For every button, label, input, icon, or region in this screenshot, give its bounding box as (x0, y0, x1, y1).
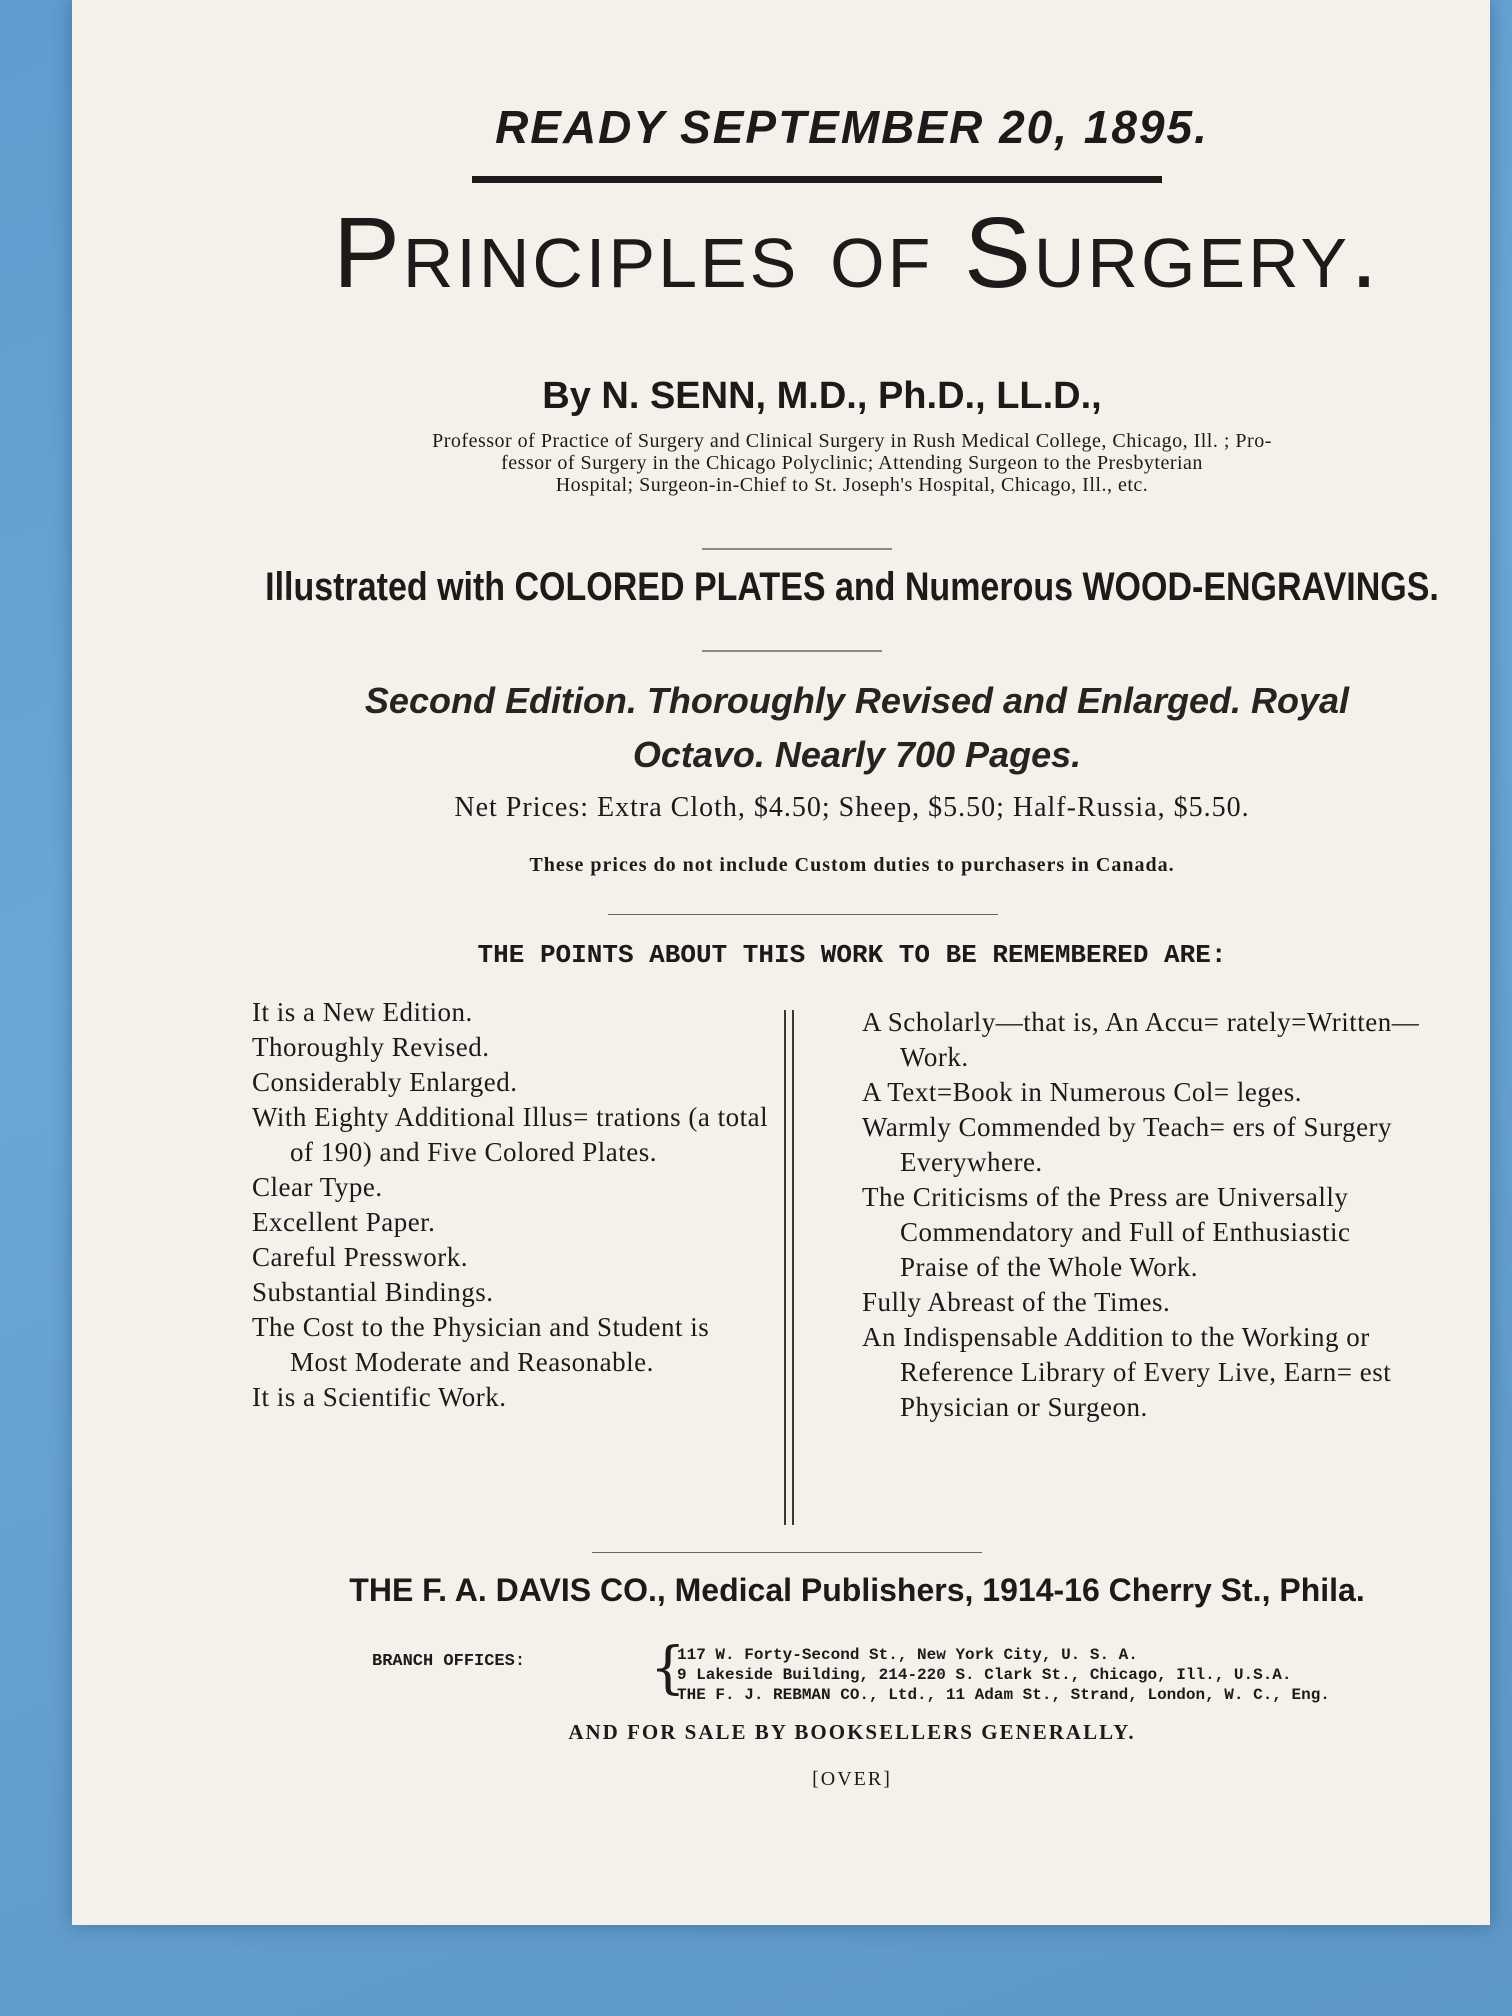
credentials-line: fessor of Surgery in the Chicago Polyclinic; Attending Surgeon to the Presbyterian (501, 452, 1203, 474)
column-divider (784, 1010, 786, 1525)
heading-rule (472, 176, 1162, 183)
edition-description (292, 674, 1422, 782)
book-title: Principles of Surgery. (333, 197, 1381, 309)
author-line: By N. SENN, M.D., Ph.D., LL.D., (542, 375, 1102, 417)
publisher-line: THE F. A. DAVIS CO., Medical Publishers, 1914-16 Cherry St., Phila. (349, 1572, 1365, 1608)
branch-offices-label: BRANCH OFFICES: (372, 1652, 526, 1671)
point-item: Warmly Commended by Teach= ers of Surgery Everywhere. (862, 1112, 1393, 1177)
edition-line: Octavo. Nearly 700 Pages. (632, 734, 1082, 775)
credentials-line: Professor of Practice of Surgery and Clinical Surgery in Rush Medical College, Chicago, Ill. ; Pro- (432, 430, 1272, 452)
printed-page (72, 0, 1490, 1925)
release-date-heading: READY SEPTEMBER 20, 1895. (495, 101, 1209, 153)
illustrated-line: Illustrated with COLORED PLATES and Numerous WOOD-ENGRAVINGS. (265, 564, 1439, 610)
divider (608, 914, 998, 915)
points-heading: THE POINTS ABOUT THIS WORK TO BE REMEMBERED ARE: (477, 940, 1227, 970)
canada-duties-note: These prices do not include Custom duties to purchasers in Canada. (529, 854, 1175, 876)
point-item: Fully Abreast of the Times. (862, 1287, 1171, 1317)
point-item: The Cost to the Physician and Student is Most Moderate and Reasonable. (252, 1312, 710, 1377)
over-marker: [OVER] (812, 1768, 892, 1790)
booksellers-line: AND FOR SALE BY BOOKSELLERS GENERALLY. (568, 1720, 1136, 1744)
branch-office: 9 Lakeside Building, 214-220 S. Clark St., Chicago, Ill., U.S.A. (677, 1666, 1292, 1684)
point-item: With Eighty Additional Illus= trations (a total of 190) and Five Colored Plates. (252, 1102, 769, 1167)
branch-office: 117 W. Forty-Second St., New York City, U. S. A. (677, 1646, 1138, 1664)
point-item: A Scholarly—that is, An Accu= rately=Written—Work. (862, 1007, 1420, 1072)
point-item: The Criticisms of the Press are Universally Commendatory and Full of Enthusiastic Praise of the Whole Work. (862, 1182, 1351, 1282)
brace-icon: { (650, 1636, 686, 1701)
author-credentials (272, 430, 1432, 496)
point-item: It is a Scientific Work. (252, 1382, 507, 1412)
point-item: Clear Type. (252, 1172, 383, 1202)
credentials-line: Hospital; Surgeon-in-Chief to St. Joseph's Hospital, Chicago, Ill., etc. (555, 474, 1149, 496)
points-left-column (252, 995, 772, 1415)
point-item: An Indispensable Addition to the Working or Reference Library of Every Live, Earn= est Physician or Surgeon. (862, 1322, 1392, 1422)
point-item: It is a New Edition. (252, 997, 473, 1027)
point-item: Excellent Paper. (252, 1207, 436, 1237)
point-item: Careful Presswork. (252, 1242, 468, 1272)
point-item: Considerably Enlarged. (252, 1067, 518, 1097)
branch-offices-list (677, 1645, 1437, 1705)
divider (702, 650, 882, 652)
point-item: A Text=Book in Numerous Col= leges. (862, 1077, 1303, 1107)
points-right-column (862, 1005, 1422, 1425)
edition-line: Second Edition. Thoroughly Revised and Enlarged. Royal (364, 680, 1350, 721)
point-item: Substantial Bindings. (252, 1277, 494, 1307)
column-divider (792, 1010, 794, 1525)
divider (702, 548, 892, 550)
point-item: Thoroughly Revised. (252, 1032, 490, 1062)
branch-office: THE F. J. REBMAN CO., Ltd., 11 Adam St., Strand, London, W. C., Eng. (677, 1686, 1330, 1704)
divider (592, 1552, 982, 1553)
net-prices: Net Prices: Extra Cloth, $4.50; Sheep, $5.50; Half-Russia, $5.50. (454, 792, 1250, 823)
